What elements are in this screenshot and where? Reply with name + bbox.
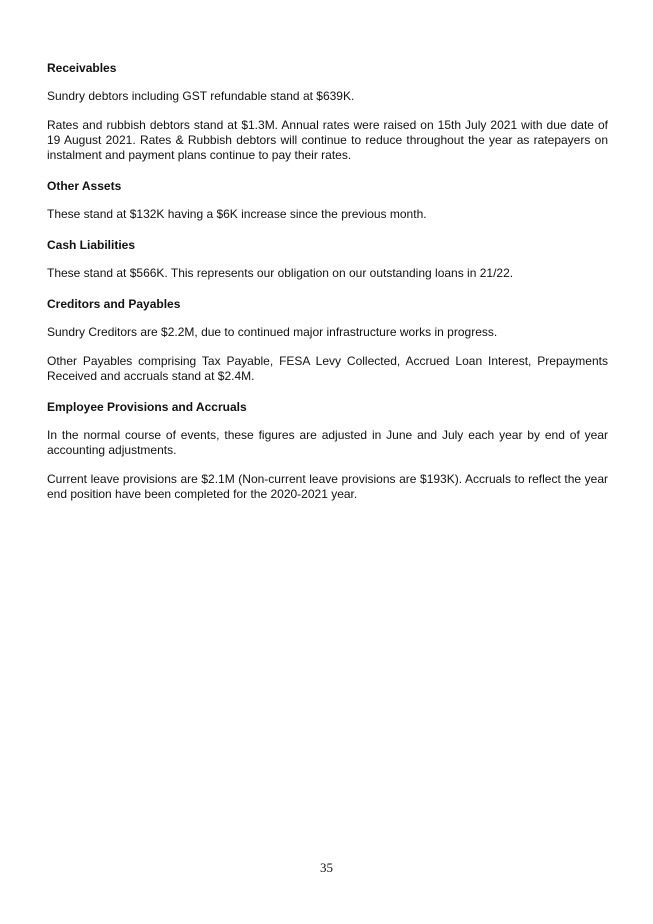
paragraph: Rates and rubbish debtors stand at $1.3M. Annual rates were raised on 15th July 2021 with due date of 19 August 2021. Rates & Rubbish debtors will continue to reduce throughout the year as ratepayers on instalment and payment plans continue to pay their rates.: [47, 118, 608, 162]
paragraph: In the normal course of events, these figures are adjusted in June and July each year by end of year accounting adjustments.: [47, 428, 608, 457]
section-creditors-payables: [47, 297, 608, 384]
section-heading: Cash Liabilities: [47, 238, 136, 252]
section-heading: Creditors and Payables: [47, 297, 181, 311]
section-heading: Receivables: [47, 61, 117, 75]
paragraph: Other Payables comprising Tax Payable, FESA Levy Collected, Accrued Loan Interest, Prepayments Received and accruals stand at $2.4M.: [47, 354, 608, 383]
section-other-assets: [47, 179, 608, 222]
document-body: [47, 61, 608, 516]
paragraph: Sundry Creditors are $2.2M, due to continued major infrastructure works in progress.: [47, 325, 498, 339]
paragraph: Sundry debtors including GST refundable stand at $639K.: [47, 89, 355, 103]
paragraph: These stand at $132K having a $6K increase since the previous month.: [47, 207, 427, 221]
page-number: 35: [320, 860, 333, 875]
paragraph: These stand at $566K. This represents our obligation on our outstanding loans in 21/22.: [47, 266, 514, 280]
section-heading: Employee Provisions and Accruals: [47, 400, 247, 414]
section-employee-provisions: [47, 400, 608, 502]
paragraph: Current leave provisions are $2.1M (Non-current leave provisions are $193K). Accruals to reflect the year end position have been completed for the 2020-2021 year.: [47, 472, 608, 501]
section-receivables: [47, 61, 608, 163]
section-cash-liabilities: [47, 238, 608, 281]
section-heading: Other Assets: [47, 179, 122, 193]
